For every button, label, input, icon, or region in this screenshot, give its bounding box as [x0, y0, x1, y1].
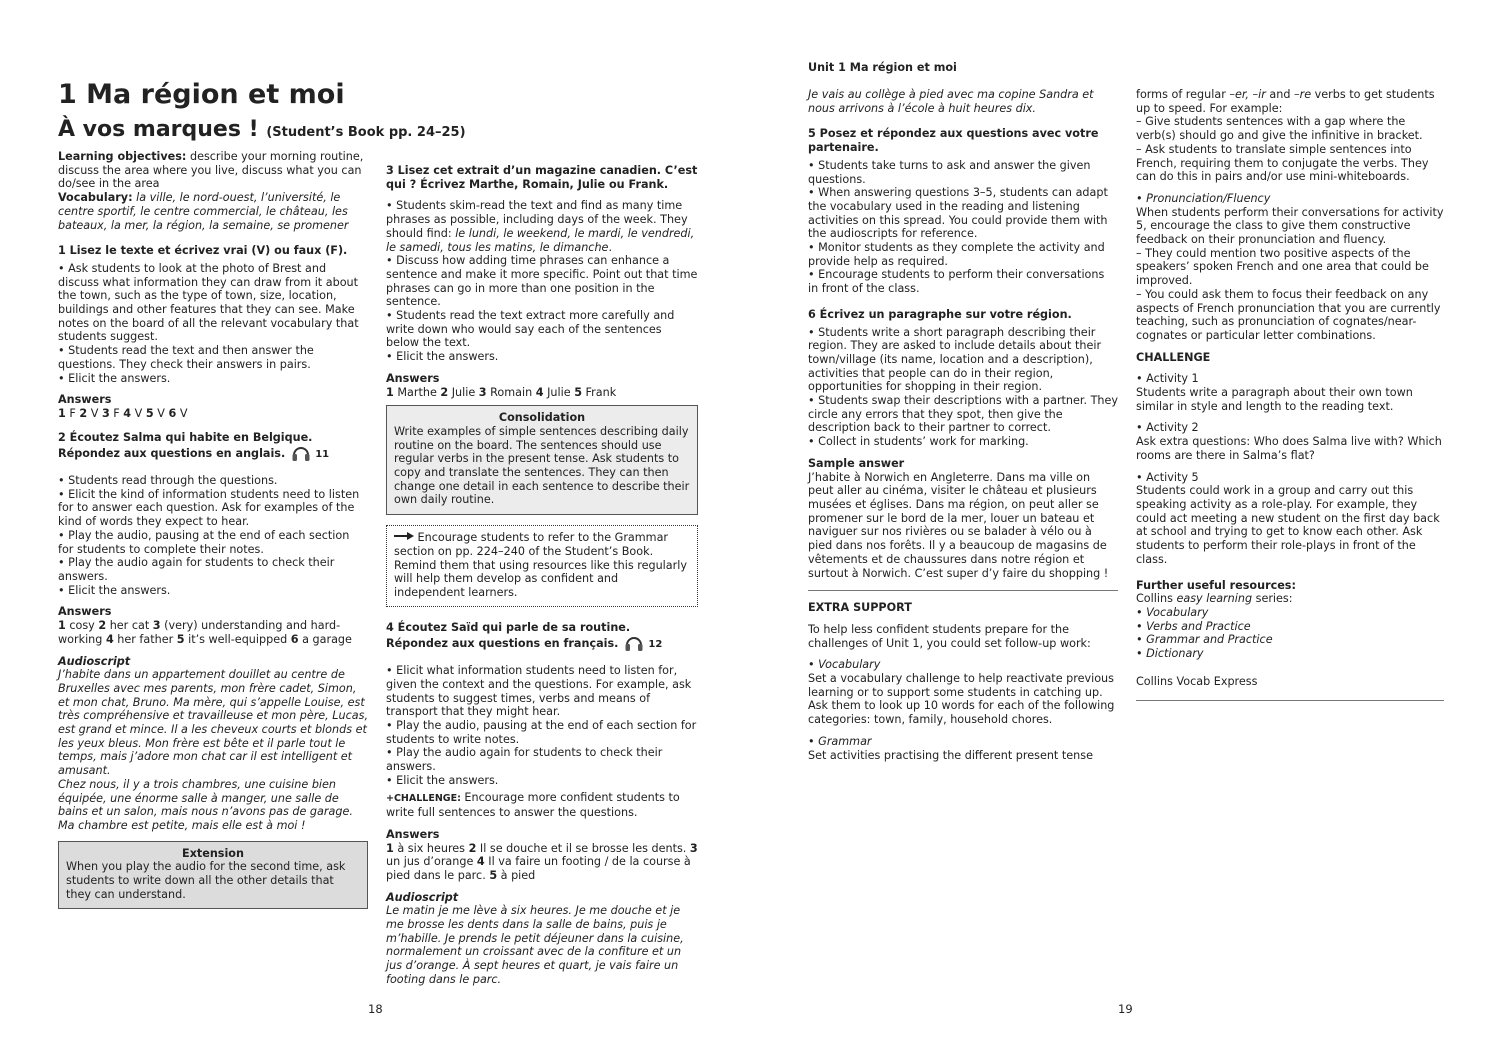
challenge-activity-text: Students write a paragraph about their own town similar in style and length to the reading text. — [1136, 386, 1413, 413]
activity-6-bullet: • Students swap their descriptions with a partner. They circle any errors that they spot, then give the description back to their partner to correct. — [808, 394, 1119, 435]
audioscript-text: Le matin je me lève à six heures. Je me douche et je me brosse les dents dans la salle de bains, puis je m’habille. Je prends le petit déjeuner dans la cuisine, normalement un croissant avec de la confiture et un jus d’orange. À sept heures et quart, je vais faire un footing dans le parc. — [386, 904, 684, 986]
resources-heading: Further useful resources: — [1136, 578, 1296, 592]
challenge-note: +CHALLENGE: Encourage more confident students to write full sentences to answer the questions. — [386, 791, 680, 820]
activity-4-bullet: • Play the audio, pausing at the end of each section for students to write notes. — [386, 718, 697, 746]
activity-2-answers: 1 cosy 2 her cat 3 (very) understanding and hard-working 4 her father 5 it’s well-equipped 6 a garage — [58, 619, 352, 646]
left-column-1 — [58, 150, 368, 909]
activity-5-bullet: • When answering questions 3–5, students can adapt the vocabulary used in the reading and listening activities on this spread. You could provide them with the audioscripts for reference. — [808, 186, 1108, 241]
extra-support-heading: EXTRA SUPPORT — [808, 601, 912, 615]
resource-item: • Verbs and Practice — [1136, 619, 1251, 633]
divider — [808, 590, 1118, 591]
challenge-activity-label: • Activity 1 — [1136, 372, 1199, 386]
activity-3-bullet: • Elicit the answers. — [386, 350, 499, 364]
activity-5-bullet: • Students take turns to ask and answer the given questions. — [808, 158, 1091, 186]
activity-1-heading: 1 Lisez le texte et écrivez vrai (V) ou faux (F). — [58, 244, 348, 258]
headphones-icon — [291, 444, 311, 466]
audioscript-text: J’habite dans un appartement douillet au centre de Bruxelles avec mes parents, mon frère cadet, Simon, et mon chat, Bruno. Ma mère, qui s’appelle Louise, est très compréhensive et travailleuse et mon père, Lucas, est grand et mince. Il a les cheveux courts et blonds et les yeux bleus. Mon frère est bête et il parle tout le temps, mais j’adore mon chat car il est intelligent et amusant. — [58, 668, 369, 778]
section-title — [58, 116, 466, 147]
right-column-2 — [1136, 88, 1446, 701]
grammar-text-continued: forms of regular –er, –ir and –re verbs to get students up to speed. For example: — [1136, 88, 1435, 115]
audioscript-continued: Je vais au collège à pied avec ma copine Sandra et nous arrivons à l’école à huit heures dix. — [808, 88, 1094, 115]
page-number-left: 18 — [368, 1002, 383, 1016]
activity-3-bullet: • Discuss how adding time phrases can enhance a sentence and make it more specific. Point out that time phrases can go in more than one position in the sentence. — [386, 254, 698, 309]
grammar-text: Set activities practising the different present tense — [808, 748, 1093, 762]
activity-2-bullet: • Elicit the answers. — [58, 583, 171, 597]
extension-text: When you play the audio for the second time, ask students to write down all the other details that they can understand. — [66, 860, 346, 901]
learning-objectives: Learning objectives: describe your morning routine, discuss the area where you live, discuss what you can do/see in the area — [58, 150, 364, 191]
audioscript-heading: Audioscript — [386, 890, 459, 904]
activity-3-bullet: • Students skim-read the text and find as many time phrases as possible, including days of the week. They should find: le lundi, le weekend, le mardi, le vendredi, le samedi, tous les matins, le dimanche. — [386, 199, 695, 254]
right-column-1 — [808, 88, 1118, 762]
answers-heading: Answers — [58, 605, 112, 619]
page-title: 1 Ma région et moi — [58, 79, 345, 110]
vocab-express: Collins Vocab Express — [1136, 674, 1258, 688]
grammar-bullet: • Grammar — [808, 734, 872, 748]
answers-heading: Answers — [386, 827, 440, 841]
challenge-heading: CHALLENGE — [1136, 350, 1211, 364]
activity-1-answers: 1 F 2 V 3 F 4 V 5 V 6 V — [58, 406, 188, 420]
divider — [1136, 700, 1444, 701]
pronunciation-bullet: • Pronunciation/Fluency — [1136, 191, 1271, 205]
vocabulary-text: Set a vocabulary challenge to help reactivate previous learning or to support some students in catching up. Ask them to look up 10 words for each of the following categories: town, family, household chores. — [808, 672, 1115, 727]
audioscript-heading: Audioscript — [58, 654, 131, 668]
activity-2-heading: 2 Écoutez Salma qui habite en Belgique. — [58, 430, 313, 444]
activity-1-bullet: • Elicit the answers. — [58, 371, 171, 385]
challenge-activity-text: Students could work in a group and carry out this speaking activity as a role-play. For example, they could act meeting a new student on the first day back at school and trying to get to know each other. Ask students to perform their role-plays in front of the class. — [1136, 484, 1440, 566]
activity-4-heading-line2: Répondez aux questions en français. 12 — [386, 634, 698, 656]
activity-4-bullet: • Elicit the answers. — [386, 773, 499, 787]
activity-5-bullet: • Monitor students as they complete the activity and provide help as required. — [808, 241, 1105, 268]
resource-item: • Dictionary — [1136, 647, 1204, 661]
activity-6-bullet: • Collect in students’ work for marking. — [808, 435, 1029, 449]
consolidation-box — [386, 405, 698, 515]
vocabulary-bullet: • Vocabulary — [808, 658, 881, 672]
extension-title: Extension — [182, 846, 244, 860]
activity-4-bullet: • Play the audio again for students to check their answers. — [386, 746, 663, 774]
consolidation-title: Consolidation — [498, 411, 586, 425]
vocabulary: Vocabulary: la ville, le nord-ouest, l’université, le centre sportif, le centre commercial, le château, les bateaux, la mer, la région, la semaine, se promener — [58, 191, 349, 232]
track-number: 12 — [648, 639, 663, 651]
headphones-icon — [624, 634, 644, 656]
resources-intro: Collins easy learning series: — [1136, 592, 1293, 606]
sample-answer-text: J’habite à Norwich en Angleterre. Dans ma ville on peut aller au cinéma, visiter le château et plusieurs musées et églises. Dans ma région, on peut aller se promener sur le bord de la mer, louer un bateau et naviguer sur nos rivières ou se balader à vélo ou à pied dans nos forêts. Il y a beaucoup de magasins de vêtements et de chaussures dans notre région et surtout à Norwich. C’est super d’y faire du shopping ! — [808, 470, 1109, 580]
answers-heading: Answers — [386, 371, 440, 385]
activity-3-heading: 3 Lisez cet extrait d’un magazine canadien. C’est qui ? Écrivez Marthe, Romain, Julie ou Frank. — [386, 164, 698, 191]
activity-4-heading: 4 Écoutez Saïd qui parle de sa routine. — [386, 620, 631, 634]
sample-answer-heading: Sample answer — [808, 456, 905, 470]
section-title-text: À vos marques ! — [58, 117, 259, 142]
challenge-activity-text: Ask extra questions: Who does Salma live with? Which rooms are there in Salma’s flat? — [1136, 435, 1442, 462]
activity-5-heading: 5 Posez et répondez aux questions avec votre partenaire. — [808, 127, 1099, 155]
extension-box — [58, 841, 368, 910]
activity-4-bullet: • Elicit what information students need to listen for, given the context and the questions. For example, ask students to suggest times, verbs and means of transport that they might hear. — [386, 664, 692, 719]
consolidation-text: Write examples of simple sentences describing daily routine on the board. The sentences should use regular verbs in the present tense. Ask students to copy and translate the sentences. They can then change one detail in each sentence to describe their own daily routine. — [394, 424, 690, 507]
resource-item: • Grammar and Practice — [1136, 633, 1273, 647]
challenge-activity-label: • Activity 5 — [1136, 470, 1199, 484]
pronunciation-dash-item: – They could mention two positive aspects of the speakers’ spoken French and one area that could be improved. — [1136, 246, 1429, 288]
grammar-dash-item: – Ask students to translate simple sentences into French, requiring them to conjugate the verbs. They can do this in pairs and/or use mini-whiteboards. — [1136, 142, 1429, 184]
grammar-tip-box — [386, 525, 698, 607]
activity-2-heading-line2: Répondez aux questions en anglais. 11 — [58, 444, 368, 466]
challenge-activity-label: • Activity 2 — [1136, 421, 1199, 435]
pronunciation-text: When students perform their conversations for activity 5, encourage the class to give them constructive feedback on their pronunciation and fluency. — [1136, 205, 1444, 247]
activity-3-answers: 1 Marthe 2 Julie 3 Romain 4 Julie 5 Frank — [386, 385, 617, 399]
resource-item: • Vocabulary — [1136, 605, 1209, 619]
running-head: Unit 1 Ma région et moi — [808, 61, 957, 74]
activity-2-bullet: • Students read through the questions. — [58, 474, 278, 488]
activity-1-bullet: • Ask students to look at the photo of Brest and discuss what information they can draw from it about the town, such as the type of town, size, location, buildings and other features that they can see. Make notes on the board of all the relevant vocabulary that students suggest. — [58, 261, 359, 344]
activity-2-bullet: • Play the audio again for students to check their answers. — [58, 556, 335, 583]
student-book-ref: (Student’s Book pp. 24–25) — [266, 125, 466, 140]
activity-6-bullet: • Students write a short paragraph describing their region. They are asked to include details about their town/village (its name, location and a description), activities that people can do in their region, opportunities for shopping in their region. — [808, 325, 1102, 394]
activity-2-bullet: • Play the audio, pausing at the end of each section for students to complete their notes. — [58, 528, 350, 556]
activity-5-bullet: • Encourage students to perform their conversations in front of the class. — [808, 268, 1105, 296]
page-number-right: 19 — [1118, 1002, 1133, 1016]
grammar-dash-item: – Give students sentences with a gap where the verb(s) should go and give the infinitive in bracket. — [1136, 115, 1423, 143]
track-number: 11 — [315, 449, 330, 461]
extra-support-intro: To help less confident students prepare for the challenges of Unit 1, you could set follow-up work: — [808, 622, 1091, 650]
grammar-tip-text: Encourage students to refer to the Grammar section on pp. 224–240 of the Student’s Book. Remind them that using resources like this regularly will help them develop as confident and independent learners. — [394, 531, 687, 599]
audioscript-text: Chez nous, il y a trois chambres, une cuisine bien équipée, une énorme salle à manger, une salle de bains et un salon, mais nous n’avons pas de garage. Ma chambre est petite, mais elle est à moi ! — [58, 777, 353, 832]
activity-6-heading: 6 Écrivez un paragraphe sur votre région. — [808, 307, 1072, 321]
arrow-right-icon — [394, 531, 414, 544]
pronunciation-dash-item: – You could ask them to focus their feedback on any aspects of French pronunciation that you are currently teaching, such as pronunciation of cognates/near-cognates or particular letter combinations. — [1136, 287, 1441, 342]
activity-4-answers: 1 à six heures 2 Il se douche et il se brosse les dents. 3 un jus d’orange 4 Il va faire un footing / de la course à pied dans le parc. 5 à pied — [386, 841, 698, 882]
activity-3-bullet: • Students read the text extract more carefully and write down who would say each of the sentences below the text. — [386, 309, 675, 350]
activity-1-bullet: • Students read the text and then answer the questions. They check their answers in pairs. — [58, 344, 314, 371]
left-column-2 — [386, 164, 698, 987]
answers-heading: Answers — [58, 393, 112, 407]
activity-2-bullet: • Elicit the kind of information students need to listen for to answer each question. Ask for examples of the kind of words they expect to hear. — [58, 487, 360, 529]
